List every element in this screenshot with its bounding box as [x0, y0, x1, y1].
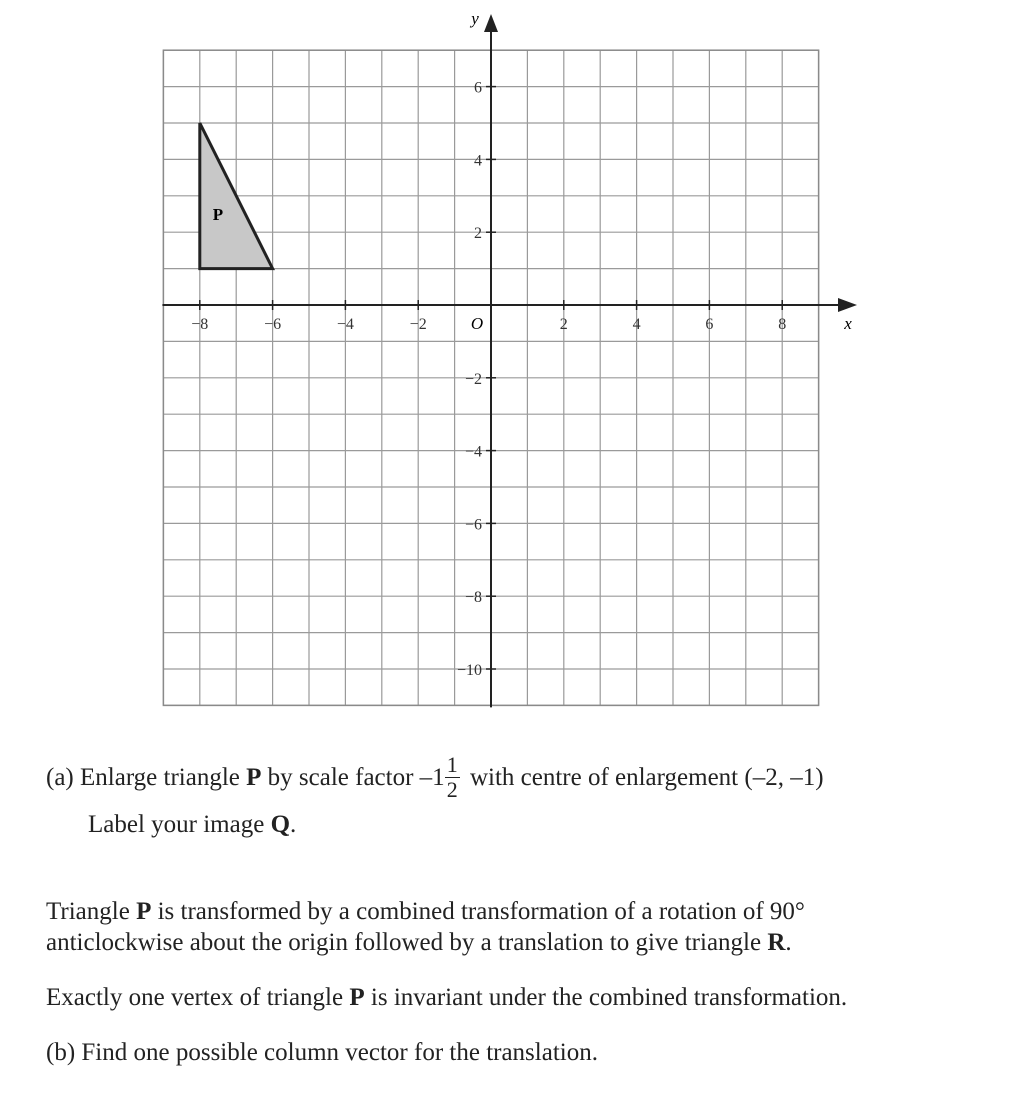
y-tick-label: −4 — [464, 443, 482, 461]
fraction-denominator: 2 — [446, 777, 458, 802]
transformation-paragraph-line-2 — [46, 928, 792, 958]
y-tick-label: −2 — [464, 370, 482, 388]
image-q: Q — [270, 811, 291, 838]
x-axis-arrow-icon — [838, 298, 857, 312]
part-a-centre: with centre of enlargement (–2, –1) — [469, 764, 824, 792]
y-tick-label: −10 — [456, 662, 482, 679]
x-tick-label: −4 — [336, 316, 354, 333]
para1-text-a: Triangle — [46, 898, 130, 925]
x-tick-label: 8 — [778, 316, 787, 333]
part-a-scale-factor: by scale factor –1 — [267, 764, 445, 792]
x-axis-label: x — [844, 314, 852, 333]
part-a-label-instruction — [88, 810, 296, 840]
triangle-p-label: P — [212, 205, 224, 224]
para1-text-c: anticlockwise about the origin followed by a translation to give triangle — [46, 929, 762, 956]
x-tick-label: −6 — [264, 316, 282, 333]
origin-label: O — [470, 314, 484, 333]
part-b-text: Find one possible column vector for the translation. — [81, 1039, 598, 1066]
x-tick-label: −8 — [191, 316, 209, 333]
fraction-numerator: 1 — [446, 752, 458, 777]
para2-triangle-p: P — [349, 984, 365, 1011]
x-tick-label: 2 — [559, 316, 568, 333]
x-tick-label: 6 — [705, 316, 714, 333]
label-period: . — [290, 811, 297, 838]
fraction-one-half — [445, 753, 460, 802]
x-tick-label: −2 — [409, 316, 427, 333]
part-b-label: (b) — [46, 1039, 76, 1066]
y-axis-arrow-icon — [484, 14, 498, 32]
x-tick-label: 4 — [632, 316, 641, 333]
para2-text-b: is invariant under the combined transformation. — [370, 984, 848, 1011]
para2-text-a: Exactly one vertex of triangle — [46, 984, 344, 1011]
y-tick-label: −6 — [464, 516, 482, 534]
label-image-text: Label your image — [88, 811, 265, 838]
y-axis-label: y — [471, 9, 479, 28]
part-a-text: Enlarge triangle — [80, 764, 240, 792]
y-tick-label: −8 — [464, 589, 482, 607]
part-a-triangle-p: P — [246, 764, 262, 792]
y-tick-label: 2 — [474, 225, 482, 243]
y-tick-label: 6 — [474, 79, 482, 97]
axes — [162, 14, 857, 707]
part-b-line — [46, 1038, 598, 1068]
y-tick-label: 4 — [474, 152, 482, 170]
part-a-line — [46, 752, 824, 804]
part-a-label: (a) — [46, 764, 74, 792]
transformation-paragraph-line-1 — [46, 897, 805, 927]
invariant-vertex-paragraph — [46, 983, 847, 1013]
para1-triangle-p: P — [136, 898, 152, 925]
para1-text-b: is transformed by a combined transformation of a rotation of 90° — [157, 898, 805, 925]
para1-triangle-r: R — [767, 929, 786, 956]
para1-period: . — [785, 929, 792, 956]
